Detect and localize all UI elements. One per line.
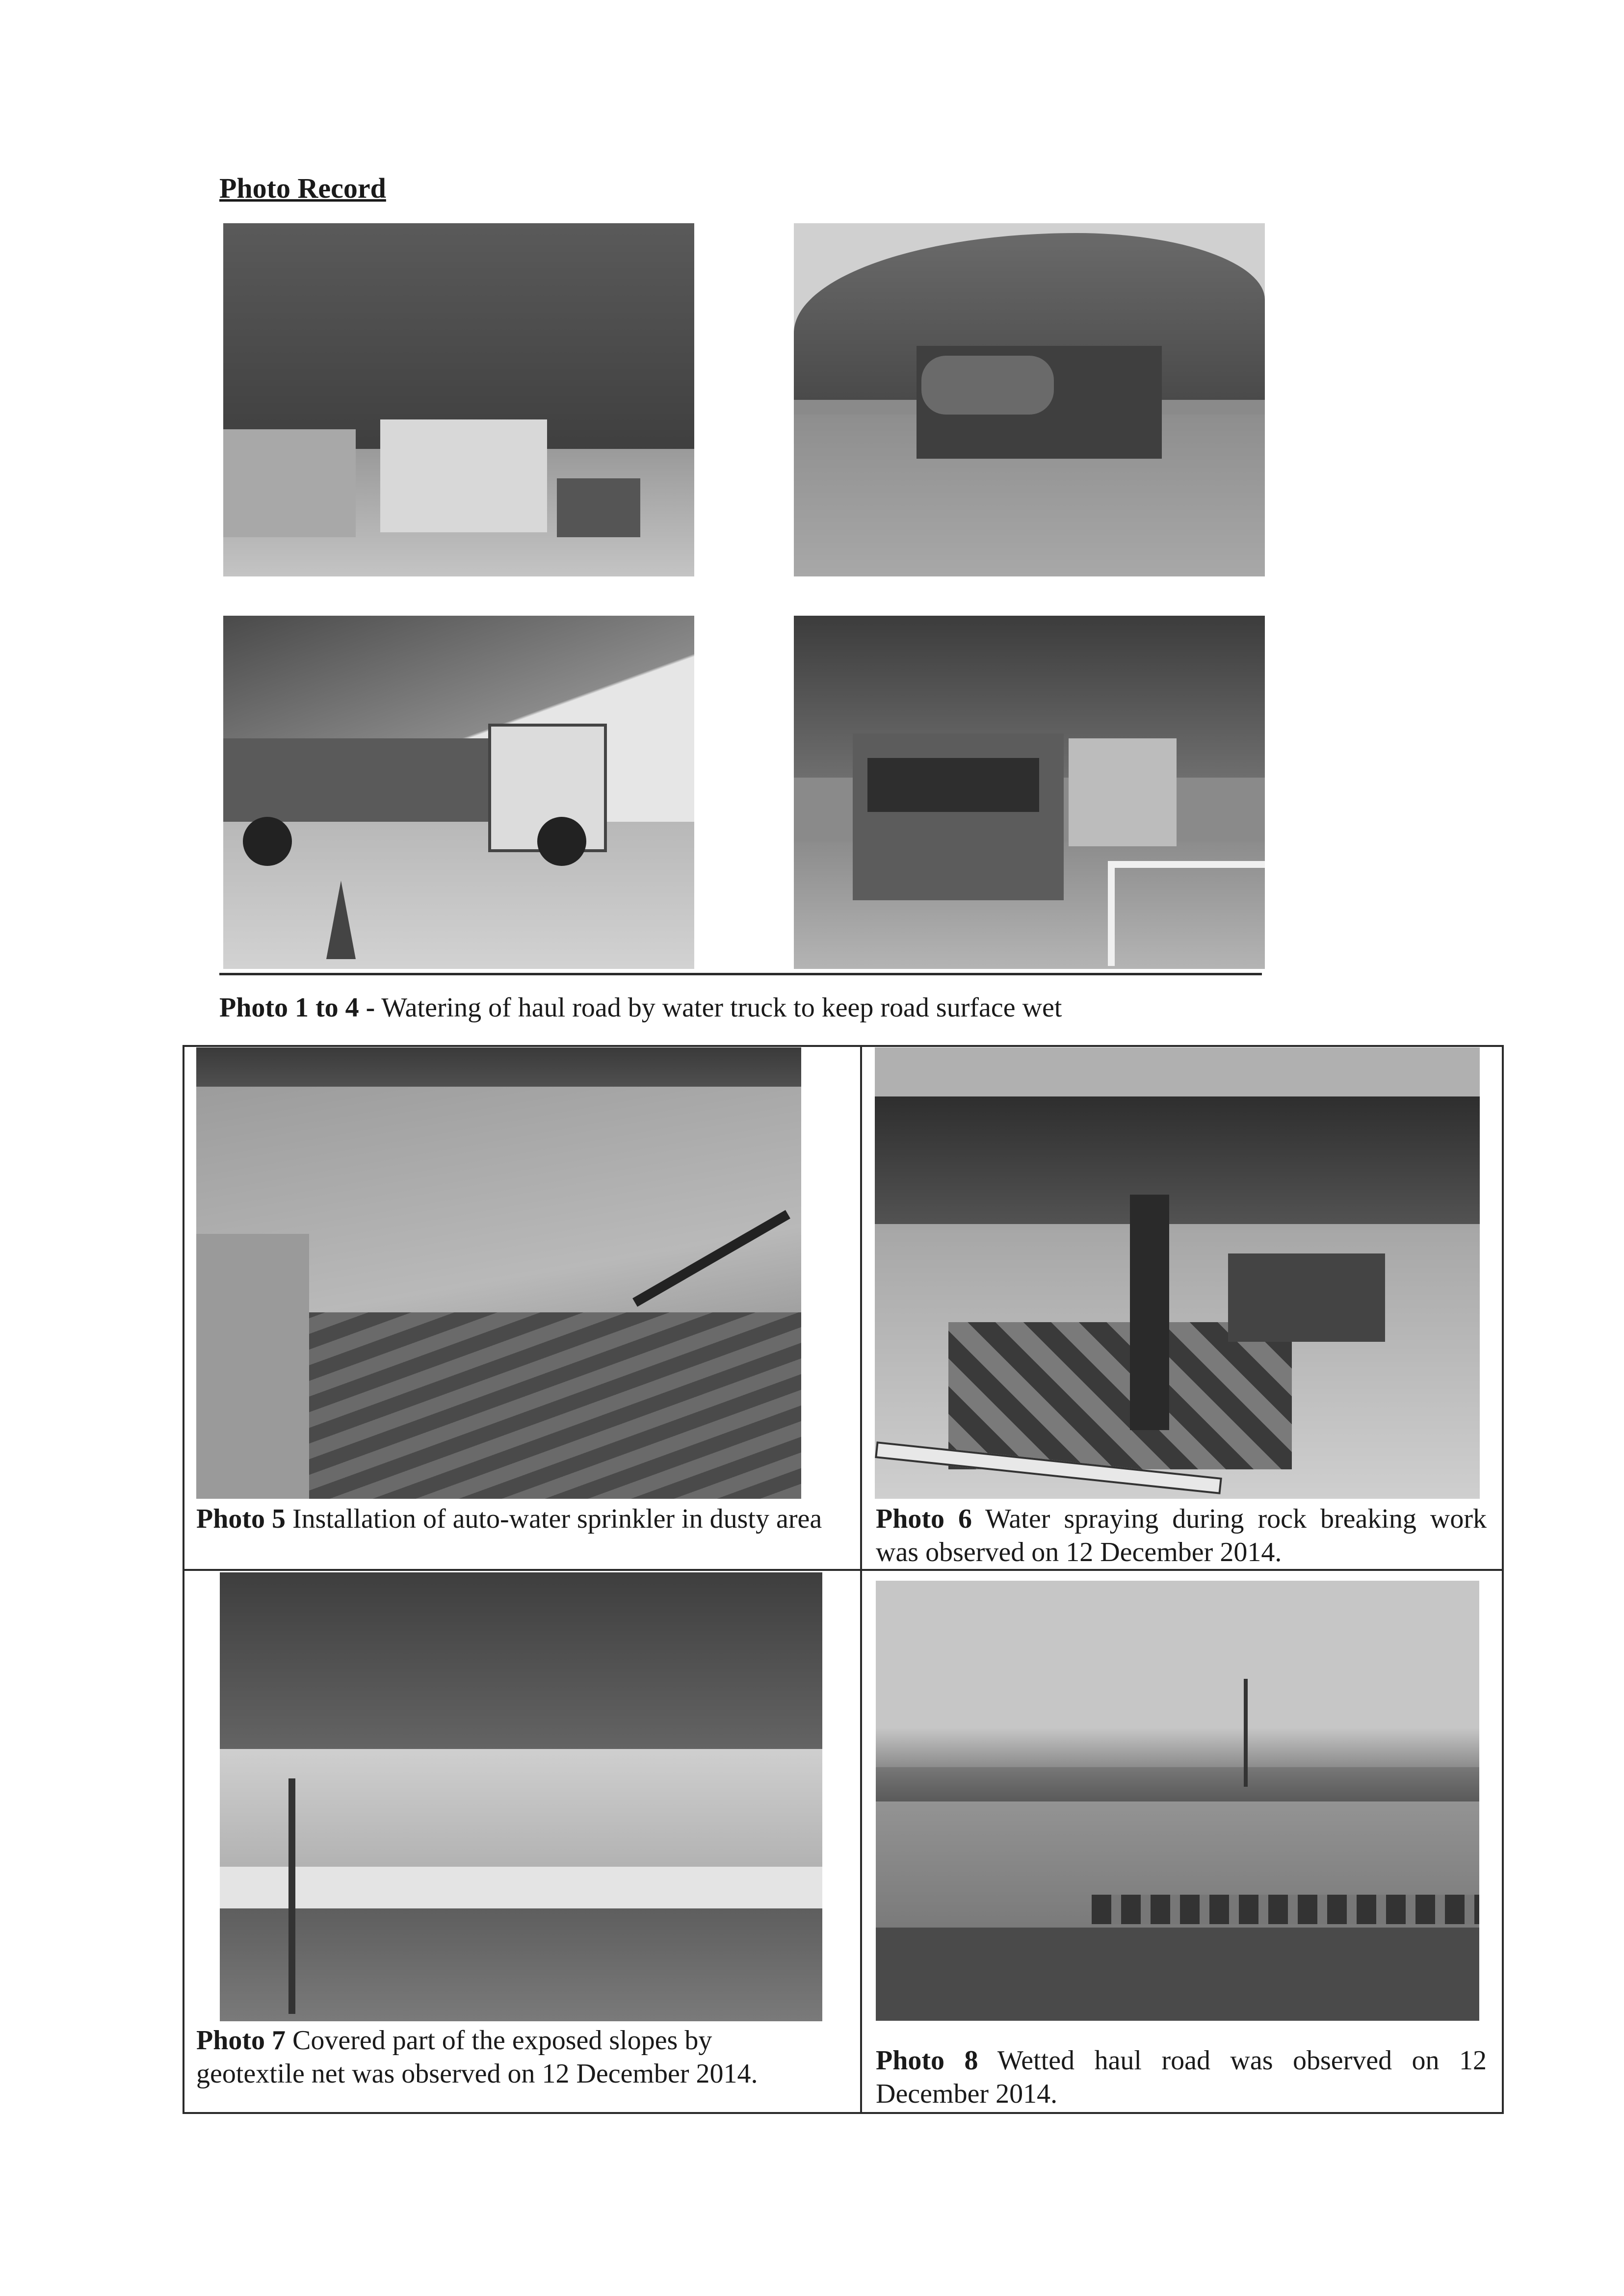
photo-6-caption (876, 1502, 1487, 1569)
photo-7-label: Photo 7 (196, 2025, 286, 2056)
table-border-right (1502, 1045, 1504, 2114)
photo-8-caption (876, 2044, 1487, 2111)
photo-7-caption (196, 2024, 810, 2090)
photo-8-text: Wetted haul road was observed on 12 December 2014. (876, 2045, 1487, 2109)
page-heading: Photo Record (219, 172, 386, 204)
photo-7-text: Covered part of the exposed slopes by geotextile net was observed on 12 December 2014. (196, 2025, 758, 2089)
photo-6-label: Photo 6 (876, 1504, 972, 1534)
photo-4-water-truck (794, 616, 1265, 969)
table-border-left (183, 1045, 184, 2114)
photo-8-label: Photo 8 (876, 2045, 978, 2076)
photo-6-rock-breaking (875, 1047, 1480, 1499)
photo-8-wetted-haul-road (876, 1581, 1479, 2021)
table-border-middle (183, 1569, 1504, 1571)
photo-5-label: Photo 5 (196, 1504, 286, 1534)
photo-5-text: Installation of auto-water sprinkler in dusty area (292, 1504, 822, 1534)
photo-7-geotextile-net (220, 1572, 822, 2021)
photo-5-caption (196, 1502, 849, 1536)
divider-rule (219, 973, 1262, 975)
photo-1-water-truck (223, 223, 694, 576)
table-border-center (860, 1045, 862, 2114)
photo-5-sprinkler (196, 1047, 801, 1499)
table-border-top (183, 1045, 1504, 1047)
photo-6-text: Water spraying during rock breaking work was observed on 12 December 2014. (876, 1504, 1487, 1567)
table-border-bottom (183, 2112, 1504, 2114)
photo-2-water-truck (794, 223, 1265, 576)
photo-1-4-label: Photo 1 to 4 - (219, 992, 375, 1023)
photo-3-water-truck (223, 616, 694, 969)
photo-1-4-caption (219, 992, 1062, 1023)
photo-1-4-text: Watering of haul road by water truck to keep road surface wet (381, 992, 1062, 1023)
